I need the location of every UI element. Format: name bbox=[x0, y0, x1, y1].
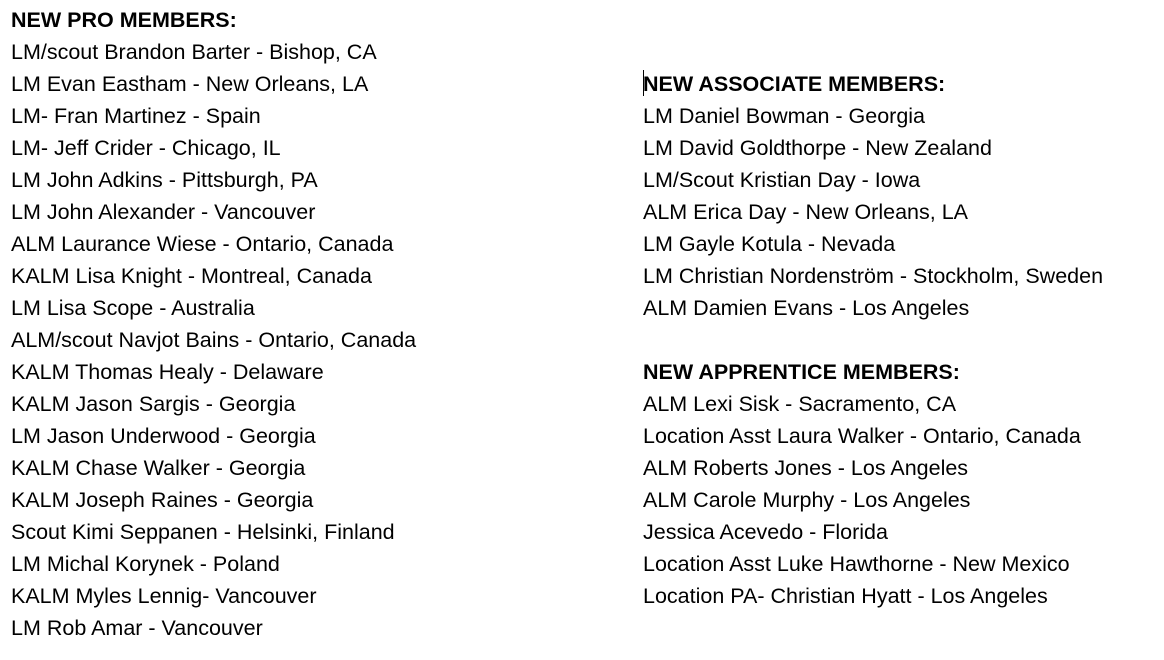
apprentice-member-item: Location PA- Christian Hyatt - Los Angeles bbox=[643, 584, 1048, 608]
associate-member-item: LM/Scout Kristian Day - Iowa bbox=[643, 168, 921, 192]
pro-members-heading: NEW PRO MEMBERS: bbox=[11, 8, 237, 32]
pro-member-item: KALM Myles Lennig- Vancouver bbox=[11, 584, 317, 608]
pro-member-item: LM- Fran Martinez - Spain bbox=[11, 104, 261, 128]
associate-heading-text: NEW ASSOCIATE MEMBERS: bbox=[643, 72, 946, 96]
pro-member-item: LM- Jeff Crider - Chicago, IL bbox=[11, 136, 281, 160]
associate-member-item: LM Gayle Kotula - Nevada bbox=[643, 232, 896, 256]
associate-member-item: LM Christian Nordenström - Stockholm, Sweden bbox=[643, 264, 1104, 288]
pro-member-item: LM Michal Korynek - Poland bbox=[11, 552, 280, 576]
apprentice-member-item: ALM Carole Murphy - Los Angeles bbox=[643, 488, 971, 512]
section-spacer bbox=[643, 324, 1103, 356]
associate-member-item: LM Daniel Bowman - Georgia bbox=[643, 104, 926, 128]
pro-member-item: KALM Joseph Raines - Georgia bbox=[11, 488, 314, 512]
pro-member-item: LM/scout Brandon Barter - Bishop, CA bbox=[11, 40, 377, 64]
pro-member-item: KALM Thomas Healy - Delaware bbox=[11, 360, 324, 384]
pro-member-item: KALM Jason Sargis - Georgia bbox=[11, 392, 296, 416]
associate-members-heading[interactable] bbox=[643, 68, 1103, 100]
apprentice-member-item: Jessica Acevedo - Florida bbox=[643, 520, 888, 544]
associate-member-item: ALM Damien Evans - Los Angeles bbox=[643, 296, 970, 320]
pro-member-item: KALM Lisa Knight - Montreal, Canada bbox=[11, 264, 372, 288]
pro-member-item: LM John Alexander - Vancouver bbox=[11, 200, 316, 224]
associate-apprentice-column bbox=[643, 68, 1103, 612]
pro-member-item: LM John Adkins - Pittsburgh, PA bbox=[11, 168, 318, 192]
apprentice-member-item: ALM Lexi Sisk - Sacramento, CA bbox=[643, 392, 957, 416]
associate-member-item: ALM Erica Day - New Orleans, LA bbox=[643, 200, 968, 224]
pro-member-item: ALM Laurance Wiese - Ontario, Canada bbox=[11, 232, 394, 256]
pro-member-item: LM Evan Eastham - New Orleans, LA bbox=[11, 72, 369, 96]
pro-member-item: KALM Chase Walker - Georgia bbox=[11, 456, 306, 480]
apprentice-member-item: ALM Roberts Jones - Los Angeles bbox=[643, 456, 969, 480]
pro-members-column bbox=[11, 4, 416, 644]
pro-member-item: LM Rob Amar - Vancouver bbox=[11, 616, 263, 640]
apprentice-members-heading: NEW APPRENTICE MEMBERS: bbox=[643, 360, 960, 384]
apprentice-member-item: Location Asst Luke Hawthorne - New Mexico bbox=[643, 552, 1070, 576]
pro-member-item: Scout Kimi Seppanen - Helsinki, Finland bbox=[11, 520, 395, 544]
apprentice-member-item: Location Asst Laura Walker - Ontario, Canada bbox=[643, 424, 1081, 448]
pro-member-item: ALM/scout Navjot Bains - Ontario, Canada bbox=[11, 328, 417, 352]
pro-member-item: LM Jason Underwood - Georgia bbox=[11, 424, 316, 448]
pro-member-item: LM Lisa Scope - Australia bbox=[11, 296, 255, 320]
associate-member-item: LM David Goldthorpe - New Zealand bbox=[643, 136, 992, 160]
